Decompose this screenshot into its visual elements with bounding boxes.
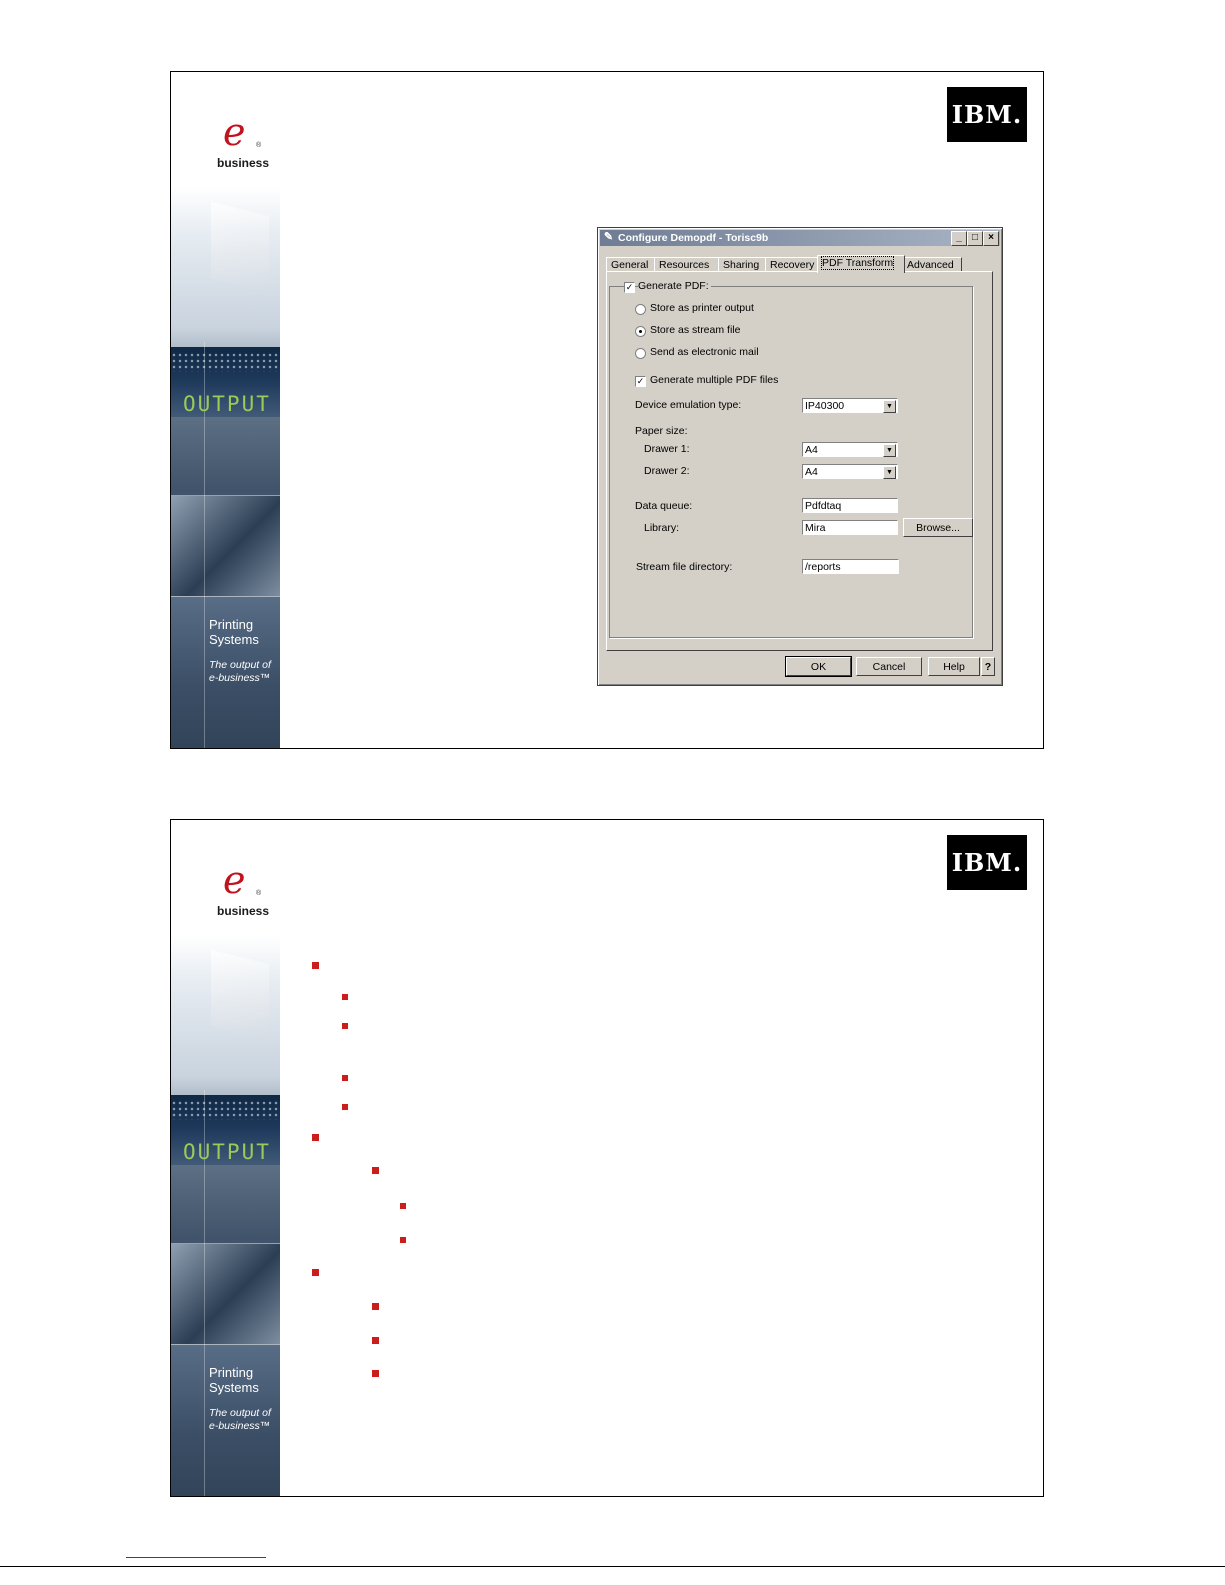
ibm-logo-text: IBM. bbox=[951, 100, 1023, 129]
library-input[interactable]: Mira bbox=[802, 520, 898, 535]
bullet-icon bbox=[400, 1237, 406, 1243]
tab-advanced[interactable] bbox=[902, 257, 962, 272]
bullet-icon bbox=[372, 1370, 379, 1377]
app-icon: ✎ bbox=[603, 231, 614, 243]
tab-recovery[interactable] bbox=[765, 257, 821, 272]
radio-stream-file[interactable] bbox=[635, 326, 646, 337]
bullet-icon bbox=[342, 1104, 348, 1110]
chevron-down-icon[interactable]: ▼ bbox=[883, 466, 896, 479]
stream-dir-input[interactable]: /reports bbox=[802, 559, 899, 574]
radio-electronic-mail-label: Send as electronic mail bbox=[650, 346, 759, 358]
footer-rule bbox=[0, 1566, 1225, 1567]
radio-printer-output[interactable] bbox=[635, 304, 646, 315]
browse-button[interactable]: Browse... bbox=[903, 518, 973, 537]
dialog-title: Configure Demopdf - Torisc9b bbox=[618, 232, 769, 244]
bullet-icon bbox=[312, 1134, 319, 1141]
footer-link-underline[interactable] bbox=[126, 1557, 266, 1558]
multiple-pdf-checkbox[interactable]: ✓ bbox=[636, 376, 645, 386]
device-emulation-select[interactable] bbox=[802, 398, 898, 413]
bullet-icon bbox=[312, 962, 319, 969]
bullet-icon bbox=[372, 1337, 379, 1344]
ibm-logo bbox=[947, 835, 1027, 890]
output-word: OUTPUT bbox=[183, 1140, 271, 1164]
printing-systems-tagline: The output of e-business™ bbox=[209, 1407, 271, 1432]
divider bbox=[171, 596, 280, 597]
maximize-button[interactable]: □ bbox=[967, 231, 983, 246]
bullet-icon bbox=[372, 1167, 379, 1174]
registered-mark: ® bbox=[256, 890, 262, 897]
slide-sidebar bbox=[171, 820, 280, 1496]
drawer1-select[interactable] bbox=[802, 442, 898, 457]
bullet-icon bbox=[372, 1303, 379, 1310]
tab-resources[interactable] bbox=[654, 257, 719, 272]
drawer1-label: Drawer 1: bbox=[644, 443, 690, 455]
radio-stream-file-label: Store as stream file bbox=[650, 324, 741, 336]
ebusiness-e-logo: e bbox=[223, 858, 246, 902]
paper-size-label: Paper size: bbox=[635, 425, 688, 437]
chevron-down-icon[interactable]: ▼ bbox=[883, 400, 896, 413]
ibm-logo bbox=[947, 87, 1027, 142]
bullet-icon bbox=[342, 1023, 348, 1029]
device-emulation-value: IP40300 bbox=[805, 400, 845, 412]
close-button[interactable]: × bbox=[983, 231, 999, 246]
bullet-icon bbox=[400, 1203, 406, 1209]
ebusiness-word: business bbox=[217, 156, 270, 170]
generate-pdf-label: Generate PDF: bbox=[638, 280, 709, 292]
dot-pattern bbox=[171, 1100, 280, 1120]
printing-systems-tagline: The output of e-business™ bbox=[209, 659, 271, 684]
slide-2 bbox=[170, 819, 1044, 1497]
divider bbox=[171, 1243, 280, 1244]
radio-printer-output-label: Store as printer output bbox=[650, 302, 754, 314]
dot-pattern bbox=[171, 352, 280, 372]
drawer2-select[interactable] bbox=[802, 464, 898, 479]
printing-systems-title: Printing Systems bbox=[209, 617, 259, 647]
sidebar-band bbox=[171, 496, 280, 596]
drawer1-value: A4 bbox=[805, 444, 818, 456]
help-button[interactable]: Help bbox=[928, 657, 980, 676]
tab-label: PDF Transform bbox=[822, 257, 894, 269]
tab-general[interactable] bbox=[606, 257, 655, 272]
tab-label: Recovery bbox=[770, 259, 815, 271]
generate-pdf-checkbox[interactable]: ✓ bbox=[625, 282, 634, 292]
ok-button[interactable]: OK bbox=[786, 657, 851, 676]
library-label: Library: bbox=[644, 522, 680, 534]
slide-1 bbox=[170, 71, 1044, 749]
whats-this-button[interactable]: ? bbox=[981, 657, 995, 676]
printing-systems-title: Printing Systems bbox=[209, 1365, 259, 1395]
tab-label: Advanced bbox=[907, 259, 954, 271]
stream-dir-label: Stream file directory: bbox=[636, 561, 733, 573]
bullet-icon bbox=[342, 1075, 348, 1081]
chevron-down-icon[interactable]: ▼ bbox=[883, 444, 896, 457]
radio-electronic-mail[interactable] bbox=[635, 348, 646, 359]
tab-label: Resources bbox=[659, 259, 710, 271]
ibm-logo-text: IBM. bbox=[951, 848, 1023, 877]
drawer2-label: Drawer 2: bbox=[644, 465, 690, 477]
multiple-pdf-label: Generate multiple PDF files bbox=[650, 374, 779, 386]
ebusiness-e-logo: e bbox=[223, 110, 246, 154]
device-emulation-label: Device emulation type: bbox=[635, 399, 742, 411]
bullet-icon bbox=[342, 994, 348, 1000]
configure-dialog bbox=[597, 227, 1003, 686]
divider bbox=[171, 1344, 280, 1345]
dialog-titlebar[interactable] bbox=[600, 230, 1000, 246]
registered-mark: ® bbox=[256, 142, 262, 149]
tab-sharing[interactable] bbox=[718, 257, 767, 272]
minimize-button[interactable]: _ bbox=[951, 231, 967, 246]
sidebar-band bbox=[171, 1244, 280, 1344]
drawer2-value: A4 bbox=[805, 466, 818, 478]
data-queue-label: Data queue: bbox=[635, 500, 693, 512]
paper-graphic bbox=[211, 950, 269, 1040]
output-word: OUTPUT bbox=[183, 392, 271, 416]
paper-graphic bbox=[211, 202, 269, 292]
tab-pdf-transform[interactable] bbox=[817, 255, 905, 273]
tab-label: Sharing bbox=[723, 259, 760, 271]
bullet-icon bbox=[312, 1269, 319, 1276]
tab-label: General bbox=[611, 259, 649, 271]
data-queue-input[interactable]: Pdfdtaq bbox=[802, 498, 898, 513]
slide-sidebar bbox=[171, 72, 280, 748]
ebusiness-word: business bbox=[217, 904, 270, 918]
cancel-button[interactable]: Cancel bbox=[856, 657, 922, 676]
divider bbox=[171, 495, 280, 496]
generate-pdf-group bbox=[609, 286, 973, 638]
